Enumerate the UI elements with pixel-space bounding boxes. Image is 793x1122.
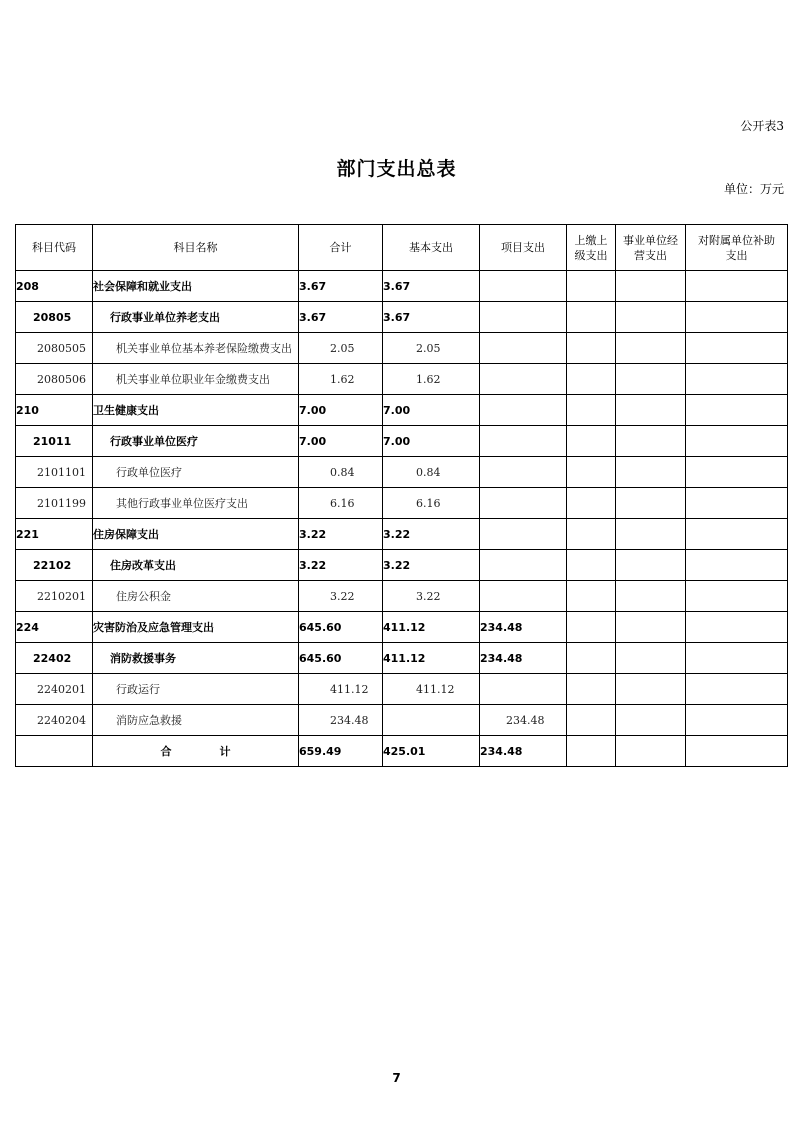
- cell-project: [480, 581, 567, 612]
- cell-business: [616, 581, 686, 612]
- total-row: [16, 736, 788, 767]
- cell-name: 机关事业单位职业年金缴费支出: [93, 364, 299, 395]
- cell-project: [480, 302, 567, 333]
- cell-code: 2101199: [16, 488, 93, 519]
- cell-basic: 3.22: [383, 550, 480, 581]
- cell-total: 411.12: [299, 674, 383, 705]
- cell-subsidy: [686, 581, 788, 612]
- cell-total: 645.60: [299, 643, 383, 674]
- cell-total: 3.22: [299, 519, 383, 550]
- cell-name: 机关事业单位基本养老保险缴费支出: [93, 333, 299, 364]
- cell-subsidy: [686, 364, 788, 395]
- page-title: 部门支出总表: [336, 158, 457, 180]
- cell-code: 21011: [16, 426, 93, 457]
- cell-upper: [567, 364, 616, 395]
- cell-total: 1.62: [299, 364, 383, 395]
- cell-project: [480, 426, 567, 457]
- table-row: [16, 302, 788, 333]
- cell-name: 行政事业单位养老支出: [93, 302, 299, 333]
- cell-project: [480, 395, 567, 426]
- cell-basic: 3.22: [383, 581, 480, 612]
- cell-business: [616, 302, 686, 333]
- cell-upper: [567, 271, 616, 302]
- cell-code: 2101101: [16, 457, 93, 488]
- header-project: 项目支出: [480, 225, 567, 271]
- header-name: 科目名称: [93, 225, 299, 271]
- total-label-left: 合: [160, 745, 172, 758]
- header-upper-line1: 上缴上: [574, 233, 608, 247]
- cell-project: [480, 550, 567, 581]
- cell-code: 224: [16, 612, 93, 643]
- cell-name: 社会保障和就业支出: [93, 271, 299, 302]
- cell-total: 2.05: [299, 333, 383, 364]
- cell-subsidy: [686, 643, 788, 674]
- cell-business: [616, 674, 686, 705]
- cell-basic: 7.00: [383, 426, 480, 457]
- cell-name: 行政事业单位医疗: [93, 426, 299, 457]
- cell-subsidy: [686, 674, 788, 705]
- cell-upper: [567, 550, 616, 581]
- cell-basic: 0.84: [383, 457, 480, 488]
- cell-upper: [567, 612, 616, 643]
- cell-subsidy: [686, 736, 788, 767]
- cell-upper: [567, 581, 616, 612]
- cell-code: 221: [16, 519, 93, 550]
- cell-upper: [567, 736, 616, 767]
- cell-subsidy: [686, 519, 788, 550]
- cell-project: [480, 333, 567, 364]
- expenditure-table: [15, 224, 788, 767]
- cell-code: 208: [16, 271, 93, 302]
- header-business-line1: 事业单位经: [623, 233, 678, 247]
- cell-business: [616, 612, 686, 643]
- header-subsidy: [686, 225, 788, 271]
- cell-business: [616, 271, 686, 302]
- cell-subsidy: [686, 705, 788, 736]
- cell-upper: [567, 674, 616, 705]
- cell-business: [616, 364, 686, 395]
- table-row: [16, 550, 788, 581]
- cell-total: 7.00: [299, 426, 383, 457]
- total-label-right: 计: [219, 745, 231, 758]
- cell-name: 住房公积金: [93, 581, 299, 612]
- cell-code: 2240201: [16, 674, 93, 705]
- cell-subsidy: [686, 488, 788, 519]
- cell-project: [480, 519, 567, 550]
- header-code: 科目代码: [16, 225, 93, 271]
- header-upper-line2: 级支出: [574, 248, 608, 262]
- cell-upper: [567, 457, 616, 488]
- header-total: 合计: [299, 225, 383, 271]
- cell-basic: 411.12: [383, 612, 480, 643]
- cell-upper: [567, 519, 616, 550]
- cell-business: [616, 457, 686, 488]
- cell-business: [616, 395, 686, 426]
- cell-total: 6.16: [299, 488, 383, 519]
- cell-code: 210: [16, 395, 93, 426]
- total-project: 234.48: [480, 736, 567, 767]
- cell-business: [616, 643, 686, 674]
- header-subsidy-line1: 对附属单位补助: [698, 233, 775, 247]
- cell-total: 3.22: [299, 581, 383, 612]
- header-business-line2: 营支出: [634, 248, 667, 262]
- cell-basic: 2.05: [383, 333, 480, 364]
- cell-code: 22402: [16, 643, 93, 674]
- total-label: [93, 736, 299, 767]
- cell-basic: 411.12: [383, 674, 480, 705]
- cell-total: 234.48: [299, 705, 383, 736]
- cell-upper: [567, 705, 616, 736]
- page-number: 7: [392, 1071, 401, 1085]
- cell-upper: [567, 302, 616, 333]
- cell-name: 消防救援事务: [93, 643, 299, 674]
- table-row: [16, 674, 788, 705]
- table-header-row: [16, 225, 788, 271]
- cell-business: [616, 333, 686, 364]
- cell-business: [616, 488, 686, 519]
- cell-total: 7.00: [299, 395, 383, 426]
- cell-project: [480, 674, 567, 705]
- document-label: 公开表3: [740, 119, 784, 133]
- cell-basic: 3.22: [383, 519, 480, 550]
- cell-business: [616, 705, 686, 736]
- cell-business: [616, 550, 686, 581]
- table-row: [16, 581, 788, 612]
- cell-basic: 3.67: [383, 271, 480, 302]
- cell-total: 3.22: [299, 550, 383, 581]
- cell-name: 行政运行: [93, 674, 299, 705]
- cell-total: 645.60: [299, 612, 383, 643]
- table-row: [16, 271, 788, 302]
- cell-upper: [567, 643, 616, 674]
- table-row: [16, 364, 788, 395]
- cell-upper: [567, 426, 616, 457]
- table-row: [16, 643, 788, 674]
- cell-code: [16, 736, 93, 767]
- table-row: [16, 488, 788, 519]
- cell-code: 20805: [16, 302, 93, 333]
- cell-total: 0.84: [299, 457, 383, 488]
- cell-code: 22102: [16, 550, 93, 581]
- table-row: [16, 519, 788, 550]
- cell-name: 行政单位医疗: [93, 457, 299, 488]
- cell-subsidy: [686, 550, 788, 581]
- header-upper: [567, 225, 616, 271]
- cell-name: 住房改革支出: [93, 550, 299, 581]
- cell-basic: [383, 705, 480, 736]
- header-business: [616, 225, 686, 271]
- cell-subsidy: [686, 271, 788, 302]
- cell-subsidy: [686, 457, 788, 488]
- cell-total: 3.67: [299, 302, 383, 333]
- cell-name: 灾害防治及应急管理支出: [93, 612, 299, 643]
- cell-upper: [567, 488, 616, 519]
- cell-subsidy: [686, 612, 788, 643]
- header-subsidy-line2: 支出: [725, 248, 748, 262]
- total-basic: 425.01: [383, 736, 480, 767]
- table-row: [16, 333, 788, 364]
- cell-subsidy: [686, 302, 788, 333]
- cell-name: 其他行政事业单位医疗支出: [93, 488, 299, 519]
- cell-subsidy: [686, 395, 788, 426]
- unit-label: 单位：万元: [723, 182, 784, 196]
- cell-project: [480, 457, 567, 488]
- cell-basic: 3.67: [383, 302, 480, 333]
- cell-subsidy: [686, 426, 788, 457]
- cell-code: 2240204: [16, 705, 93, 736]
- cell-project: [480, 364, 567, 395]
- total-sum: 659.49: [299, 736, 383, 767]
- cell-project: [480, 271, 567, 302]
- cell-subsidy: [686, 333, 788, 364]
- cell-code: 2080506: [16, 364, 93, 395]
- cell-name: 卫生健康支出: [93, 395, 299, 426]
- cell-name: 消防应急救援: [93, 705, 299, 736]
- cell-total: 3.67: [299, 271, 383, 302]
- cell-code: 2210201: [16, 581, 93, 612]
- cell-name: 住房保障支出: [93, 519, 299, 550]
- table-row: [16, 612, 788, 643]
- cell-basic: 7.00: [383, 395, 480, 426]
- cell-basic: 1.62: [383, 364, 480, 395]
- table-row: [16, 426, 788, 457]
- cell-business: [616, 736, 686, 767]
- table-row: [16, 705, 788, 736]
- cell-business: [616, 519, 686, 550]
- header-basic: 基本支出: [383, 225, 480, 271]
- cell-code: 2080505: [16, 333, 93, 364]
- cell-project: [480, 488, 567, 519]
- cell-project: 234.48: [480, 705, 567, 736]
- cell-upper: [567, 395, 616, 426]
- table-row: [16, 395, 788, 426]
- cell-project: 234.48: [480, 643, 567, 674]
- cell-upper: [567, 333, 616, 364]
- table-row: [16, 457, 788, 488]
- cell-basic: 6.16: [383, 488, 480, 519]
- cell-business: [616, 426, 686, 457]
- cell-project: 234.48: [480, 612, 567, 643]
- cell-basic: 411.12: [383, 643, 480, 674]
